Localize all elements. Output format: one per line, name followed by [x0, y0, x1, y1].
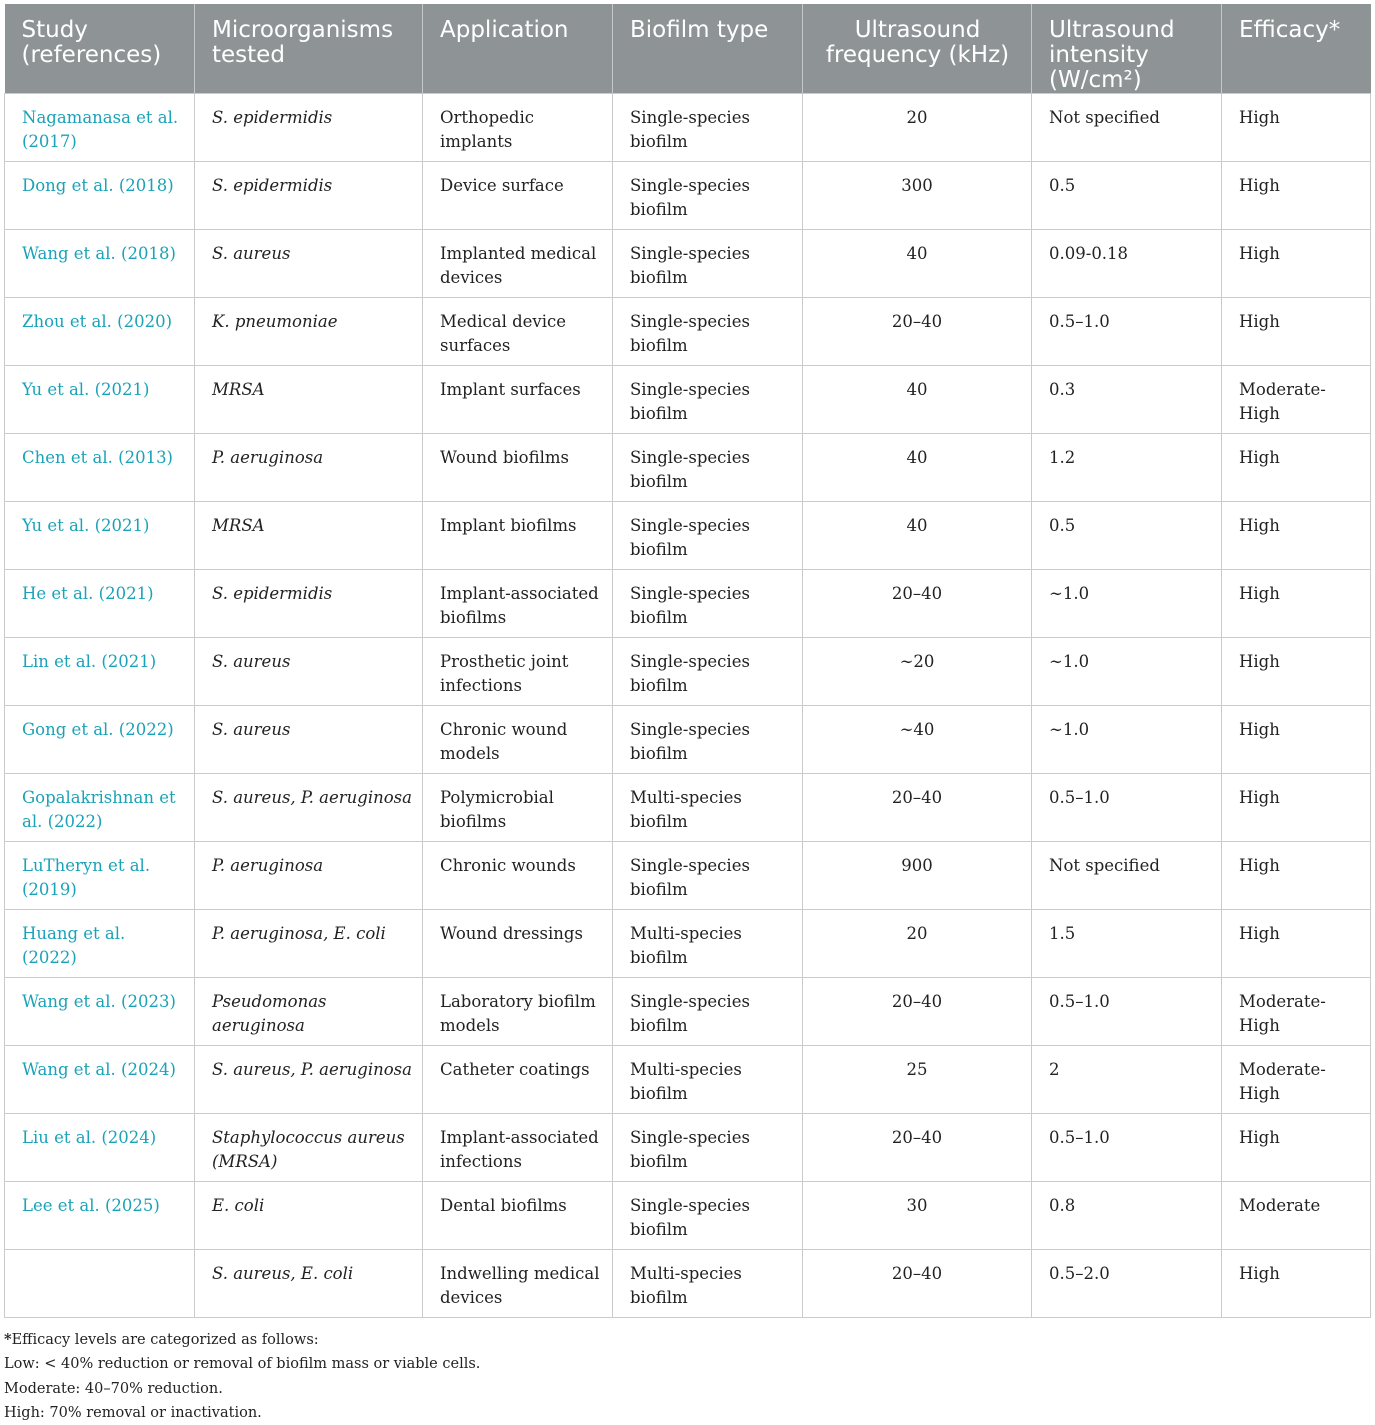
- cell-application: Implant-associated infections: [423, 1114, 613, 1182]
- table-row: [5, 94, 1371, 162]
- cell-organism: P. aeruginosa, E. coli: [195, 910, 423, 978]
- cell-organism: S. aureus: [195, 230, 423, 298]
- cell-efficacy: Moderate-High: [1222, 978, 1371, 1046]
- cell-organism: P. aeruginosa: [195, 842, 423, 910]
- cell-frequency: 20–40: [803, 1250, 1032, 1318]
- cell-application: Implant surfaces: [423, 366, 613, 434]
- table-body: [5, 94, 1371, 1318]
- cell-study[interactable]: Wang et al. (2023): [5, 978, 195, 1046]
- cell-biofilm-type: Single-species biofilm: [613, 706, 803, 774]
- cell-application: Implanted medical devices: [423, 230, 613, 298]
- table-row: [5, 1182, 1371, 1250]
- cell-intensity: 0.8: [1032, 1182, 1222, 1250]
- cell-biofilm-type: Multi-species biofilm: [613, 1250, 803, 1318]
- cell-organism: E. coli: [195, 1182, 423, 1250]
- cell-biofilm-type: Single-species biofilm: [613, 162, 803, 230]
- header-frequency-line1: Ultrasound: [854, 17, 981, 43]
- cell-frequency: 40: [803, 434, 1032, 502]
- footnote-intro: Efficacy levels are categorized as follows:: [11, 1332, 319, 1348]
- table-row: [5, 638, 1371, 706]
- cell-study[interactable]: Chen et al. (2013): [5, 434, 195, 502]
- header-study-line1: Study: [21, 17, 88, 43]
- cell-application: Wound dressings: [423, 910, 613, 978]
- cell-intensity: 0.5–1.0: [1032, 298, 1222, 366]
- table-row: [5, 842, 1371, 910]
- cell-organism: S. aureus, P. aeruginosa: [195, 1046, 423, 1114]
- cell-frequency: 40: [803, 230, 1032, 298]
- cell-organism: P. aeruginosa: [195, 434, 423, 502]
- cell-application: Device surface: [423, 162, 613, 230]
- cell-efficacy: High: [1222, 298, 1371, 366]
- cell-application: Chronic wound models: [423, 706, 613, 774]
- cell-frequency: ∼20: [803, 638, 1032, 706]
- biofilm-ultrasound-table: [4, 4, 1371, 1318]
- cell-intensity: 0.5–2.0: [1032, 1250, 1222, 1318]
- header-intensity: [1032, 4, 1222, 94]
- cell-biofilm-type: Single-species biofilm: [613, 570, 803, 638]
- header-intensity-line3: (W/cm²): [1049, 67, 1142, 93]
- cell-intensity: ∼1.0: [1032, 570, 1222, 638]
- cell-intensity: 2: [1032, 1046, 1222, 1114]
- cell-intensity: 0.5–1.0: [1032, 1114, 1222, 1182]
- cell-study[interactable]: Wang et al. (2024): [5, 1046, 195, 1114]
- header-study: [5, 4, 195, 94]
- cell-biofilm-type: Single-species biofilm: [613, 298, 803, 366]
- cell-biofilm-type: Multi-species biofilm: [613, 774, 803, 842]
- table-row: [5, 1250, 1371, 1318]
- cell-efficacy: High: [1222, 230, 1371, 298]
- cell-efficacy: High: [1222, 570, 1371, 638]
- cell-frequency: 20–40: [803, 298, 1032, 366]
- cell-study[interactable]: Gopalakrishnan et al. (2022): [5, 774, 195, 842]
- cell-frequency: 20: [803, 910, 1032, 978]
- cell-biofilm-type: Multi-species biofilm: [613, 910, 803, 978]
- biofilm-ultrasound-table-container: [4, 4, 1370, 1318]
- cell-frequency: 20–40: [803, 570, 1032, 638]
- cell-biofilm-type: Single-species biofilm: [613, 434, 803, 502]
- table-row: [5, 706, 1371, 774]
- cell-frequency: 20–40: [803, 1114, 1032, 1182]
- cell-intensity: 0.5–1.0: [1032, 978, 1222, 1046]
- cell-organism: S. aureus, E. coli: [195, 1250, 423, 1318]
- cell-intensity: 0.09-0.18: [1032, 230, 1222, 298]
- cell-biofilm-type: Single-species biofilm: [613, 502, 803, 570]
- cell-efficacy: High: [1222, 910, 1371, 978]
- header-microorganisms-line1: Microorganisms: [212, 17, 394, 43]
- cell-biofilm-type: Single-species biofilm: [613, 842, 803, 910]
- cell-study[interactable]: Lee et al. (2025): [5, 1182, 195, 1250]
- cell-study[interactable]: He et al. (2021): [5, 570, 195, 638]
- cell-study[interactable]: LuTheryn et al. (2019): [5, 842, 195, 910]
- header-frequency-line2: frequency (kHz): [825, 42, 1010, 68]
- table-row: [5, 570, 1371, 638]
- cell-organism: Pseudomonas aeruginosa: [195, 978, 423, 1046]
- cell-intensity: Not specified: [1032, 842, 1222, 910]
- cell-efficacy: Moderate-High: [1222, 1046, 1371, 1114]
- cell-organism: K. pneumoniae: [195, 298, 423, 366]
- cell-frequency: 300: [803, 162, 1032, 230]
- cell-application: Indwelling medical devices: [423, 1250, 613, 1318]
- header-study-line2: (references): [21, 42, 162, 68]
- cell-efficacy: High: [1222, 706, 1371, 774]
- footnote-asterisk: *: [4, 1331, 12, 1348]
- cell-study[interactable]: Nagamanasa et al. (2017): [5, 94, 195, 162]
- cell-efficacy: High: [1222, 434, 1371, 502]
- header-application: Application: [423, 4, 613, 94]
- cell-biofilm-type: Single-species biofilm: [613, 366, 803, 434]
- table-row: [5, 298, 1371, 366]
- footnote-high: High: 70% removal or inactivation.: [4, 1404, 262, 1421]
- cell-organism: S. epidermidis: [195, 162, 423, 230]
- cell-application: Prosthetic joint infections: [423, 638, 613, 706]
- cell-frequency: 30: [803, 1182, 1032, 1250]
- table-row: [5, 434, 1371, 502]
- cell-frequency: 900: [803, 842, 1032, 910]
- cell-intensity: 0.3: [1032, 366, 1222, 434]
- cell-efficacy: High: [1222, 162, 1371, 230]
- cell-intensity: 0.5: [1032, 502, 1222, 570]
- cell-efficacy: Moderate-High: [1222, 366, 1371, 434]
- table-row: [5, 502, 1371, 570]
- header-intensity-line1: Ultrasound: [1049, 17, 1175, 43]
- cell-application: Chronic wounds: [423, 842, 613, 910]
- cell-efficacy: High: [1222, 842, 1371, 910]
- cell-intensity: ∼1.0: [1032, 706, 1222, 774]
- header-biofilm-type: Biofilm type: [613, 4, 803, 94]
- cell-organism: S. aureus, P. aeruginosa: [195, 774, 423, 842]
- cell-study[interactable]: Gong et al. (2022): [5, 706, 195, 774]
- cell-study[interactable]: Huang et al. (2022): [5, 910, 195, 978]
- cell-study[interactable]: Wang et al. (2018): [5, 230, 195, 298]
- cell-efficacy: Moderate: [1222, 1182, 1371, 1250]
- cell-study[interactable]: Dong et al. (2018): [5, 162, 195, 230]
- cell-biofilm-type: Single-species biofilm: [613, 1114, 803, 1182]
- header-microorganisms-line2: tested: [212, 42, 285, 68]
- cell-organism: Staphylococcus aureus (MRSA): [195, 1114, 423, 1182]
- cell-organism: MRSA: [195, 366, 423, 434]
- cell-application: Laboratory biofilm models: [423, 978, 613, 1046]
- cell-biofilm-type: Single-species biofilm: [613, 978, 803, 1046]
- footnote-intro-line: [4, 1328, 1364, 1352]
- cell-study: [5, 1250, 195, 1318]
- cell-application: Catheter coatings: [423, 1046, 613, 1114]
- cell-study[interactable]: Yu et al. (2021): [5, 366, 195, 434]
- table-row: [5, 978, 1371, 1046]
- cell-efficacy: High: [1222, 638, 1371, 706]
- cell-study[interactable]: Zhou et al. (2020): [5, 298, 195, 366]
- cell-intensity: 1.2: [1032, 434, 1222, 502]
- table-row: [5, 366, 1371, 434]
- cell-application: Implant biofilms: [423, 502, 613, 570]
- header-frequency: [803, 4, 1032, 94]
- cell-efficacy: High: [1222, 502, 1371, 570]
- cell-study[interactable]: Lin et al. (2021): [5, 638, 195, 706]
- footnote-low: Low: < 40% reduction or removal of biofilm mass or viable cells.: [4, 1356, 481, 1373]
- cell-frequency: ∼40: [803, 706, 1032, 774]
- table-row: [5, 162, 1371, 230]
- table-header-row: [5, 4, 1371, 94]
- cell-organism: MRSA: [195, 502, 423, 570]
- cell-application: Wound biofilms: [423, 434, 613, 502]
- cell-biofilm-type: Single-species biofilm: [613, 638, 803, 706]
- cell-frequency: 40: [803, 366, 1032, 434]
- cell-intensity: ∼1.0: [1032, 638, 1222, 706]
- cell-frequency: 40: [803, 502, 1032, 570]
- cell-application: Dental biofilms: [423, 1182, 613, 1250]
- cell-efficacy: High: [1222, 774, 1371, 842]
- header-intensity-line2: intensity: [1049, 42, 1149, 68]
- cell-biofilm-type: Single-species biofilm: [613, 1182, 803, 1250]
- cell-frequency: 20–40: [803, 978, 1032, 1046]
- table-row: [5, 774, 1371, 842]
- cell-efficacy: High: [1222, 1250, 1371, 1318]
- cell-biofilm-type: Multi-species biofilm: [613, 1046, 803, 1114]
- cell-intensity: 0.5: [1032, 162, 1222, 230]
- cell-intensity: 1.5: [1032, 910, 1222, 978]
- cell-biofilm-type: Single-species biofilm: [613, 230, 803, 298]
- cell-study[interactable]: Yu et al. (2021): [5, 502, 195, 570]
- footnote-moderate: Moderate: 40–70% reduction.: [4, 1380, 223, 1397]
- cell-efficacy: High: [1222, 1114, 1371, 1182]
- cell-organism: S. aureus: [195, 706, 423, 774]
- cell-biofilm-type: Single-species biofilm: [613, 94, 803, 162]
- cell-organism: S. aureus: [195, 638, 423, 706]
- cell-application: Polymicrobial biofilms: [423, 774, 613, 842]
- cell-frequency: 20–40: [803, 774, 1032, 842]
- header-microorganisms: [195, 4, 423, 94]
- cell-application: Implant-associated biofilms: [423, 570, 613, 638]
- cell-application: Orthopedic implants: [423, 94, 613, 162]
- cell-application: Medical device surfaces: [423, 298, 613, 366]
- cell-organism: S. epidermidis: [195, 94, 423, 162]
- cell-frequency: 20: [803, 94, 1032, 162]
- cell-study[interactable]: Liu et al. (2024): [5, 1114, 195, 1182]
- header-efficacy: Efficacy*: [1222, 4, 1371, 94]
- cell-intensity: Not specified: [1032, 94, 1222, 162]
- table-footnote: [4, 1328, 1364, 1425]
- table-row: [5, 1114, 1371, 1182]
- cell-efficacy: High: [1222, 94, 1371, 162]
- cell-organism: S. epidermidis: [195, 570, 423, 638]
- table-row: [5, 1046, 1371, 1114]
- cell-intensity: 0.5–1.0: [1032, 774, 1222, 842]
- table-row: [5, 910, 1371, 978]
- cell-frequency: 25: [803, 1046, 1032, 1114]
- table-row: [5, 230, 1371, 298]
